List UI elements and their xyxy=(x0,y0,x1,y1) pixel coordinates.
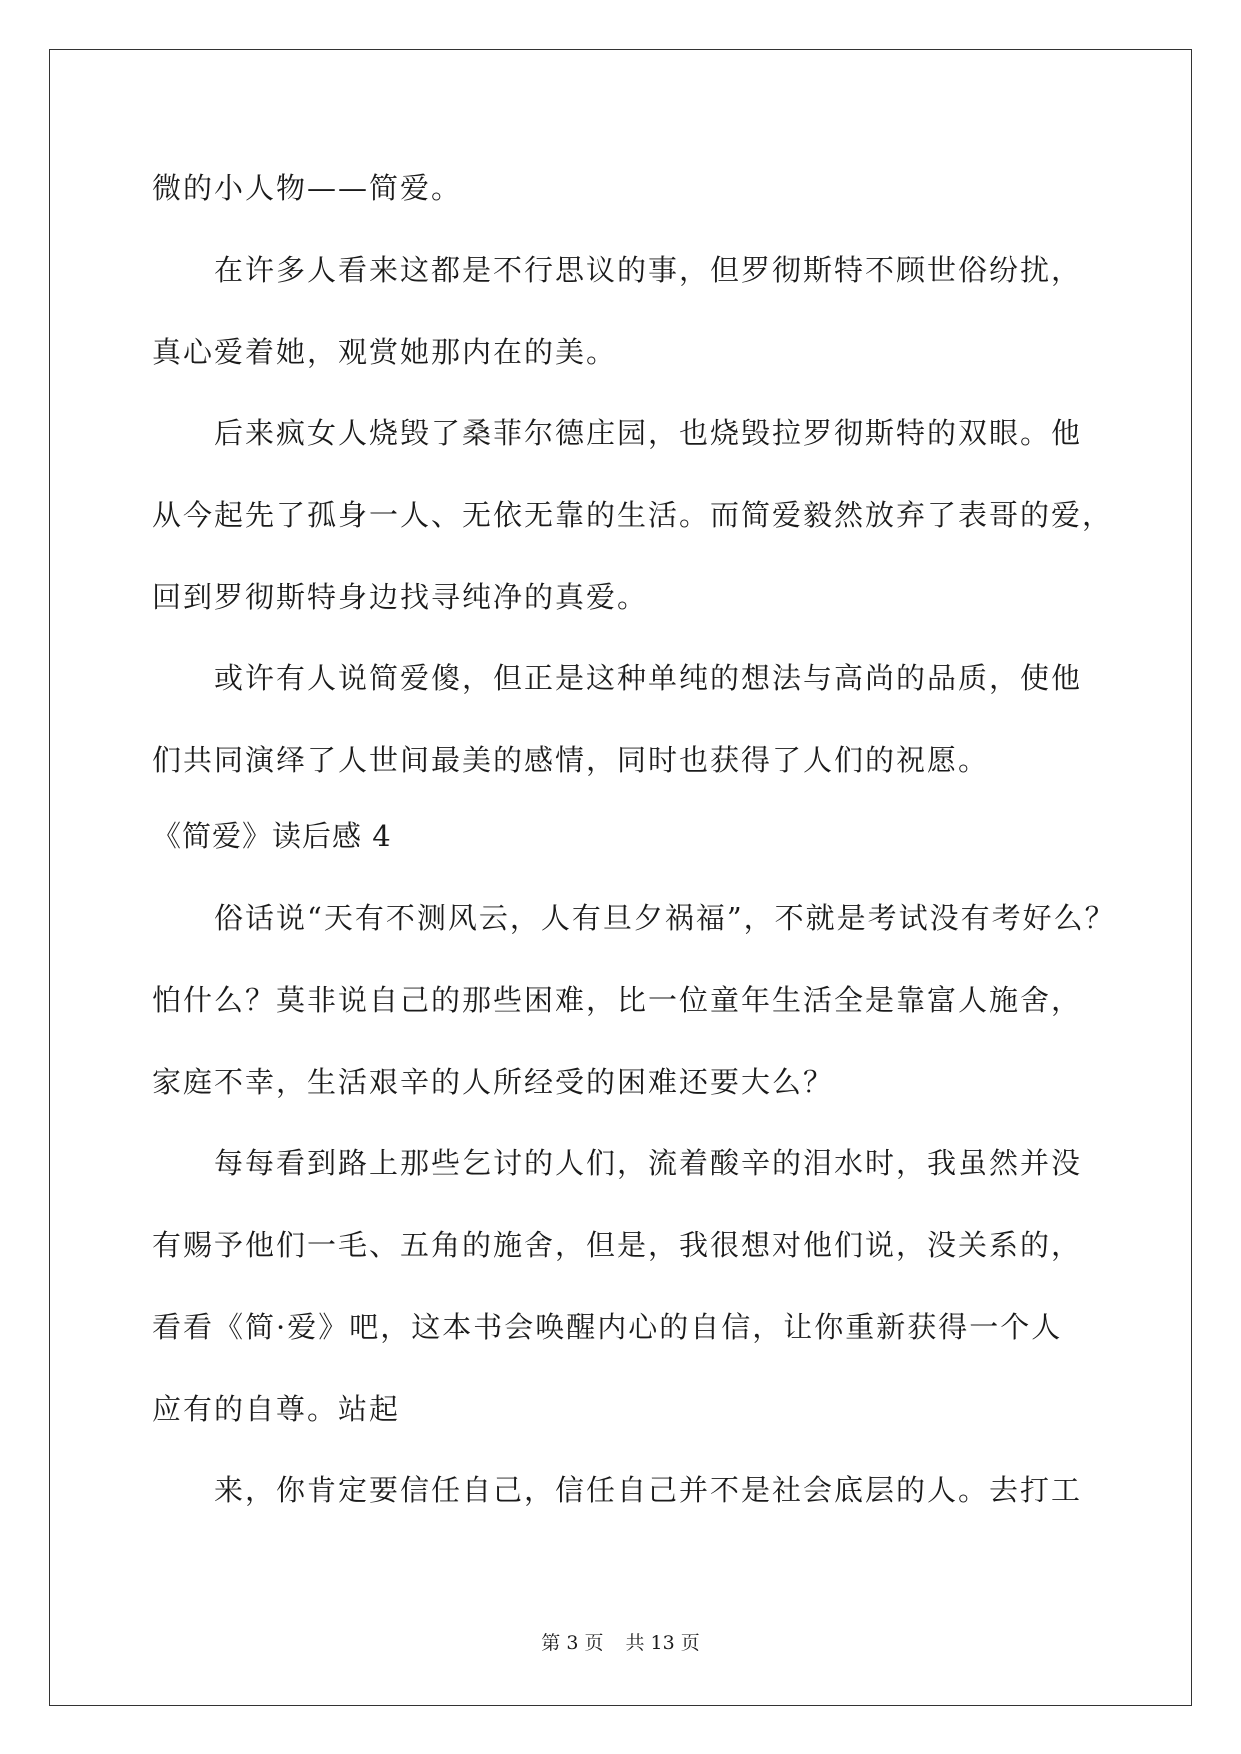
body-line: 家庭不幸，生活艰辛的人所经受的困难还要大么？ xyxy=(152,1065,835,1099)
body-line: 应有的自尊。站起 xyxy=(152,1392,401,1426)
body-line: 来，你肯定要信任自己，信任自己并不是社会底层的人。去打工 xyxy=(214,1473,1083,1507)
body-line: 回到罗彻斯特身边找寻纯净的真爱。 xyxy=(152,580,649,614)
body-line: 或许有人说简爱傻，但正是这种单纯的想法与高尚的品质，使他 xyxy=(214,661,1083,695)
body-line: 从今起先了孤身一人、无依无靠的生活。而简爱毅然放弃了表哥的爱， xyxy=(152,498,1114,532)
body-line: 怕什么？莫非说自己的那些困难，比一位童年生活全是靠富人施舍， xyxy=(152,983,1083,1017)
page-number: 第 3 页 xyxy=(541,1632,604,1654)
body-line: 们共同演绎了人世间最美的感情，同时也获得了人们的祝愿。 xyxy=(152,743,990,777)
body-line: 真心爱着她，观赏她那内在的美。 xyxy=(152,335,618,369)
page-border xyxy=(49,49,1192,1706)
body-line: 看看《简·爱》吧，这本书会唤醒内心的自信，让你重新获得一个人 xyxy=(152,1310,1063,1344)
section-heading: 《简爱》读后感 4 xyxy=(152,819,392,853)
body-line: 在许多人看来这都是不行思议的事，但罗彻斯特不顾世俗纷扰， xyxy=(214,253,1083,287)
body-line: 有赐予他们一毛、五角的施舍，但是，我很想对他们说，没关系的， xyxy=(152,1228,1083,1262)
body-line: 俗话说“天有不测风云，人有旦夕祸福”，不就是考试没有考好么？ xyxy=(214,901,1116,935)
page-total: 共 13 页 xyxy=(625,1632,700,1654)
body-line: 微的小人物——简爱。 xyxy=(152,171,463,205)
body-line: 后来疯女人烧毁了桑菲尔德庄园，也烧毁拉罗彻斯特的双眼。他 xyxy=(214,416,1083,450)
body-line: 每每看到路上那些乞讨的人们，流着酸辛的泪水时，我虽然并没 xyxy=(214,1146,1083,1180)
page-footer xyxy=(0,1630,1241,1656)
